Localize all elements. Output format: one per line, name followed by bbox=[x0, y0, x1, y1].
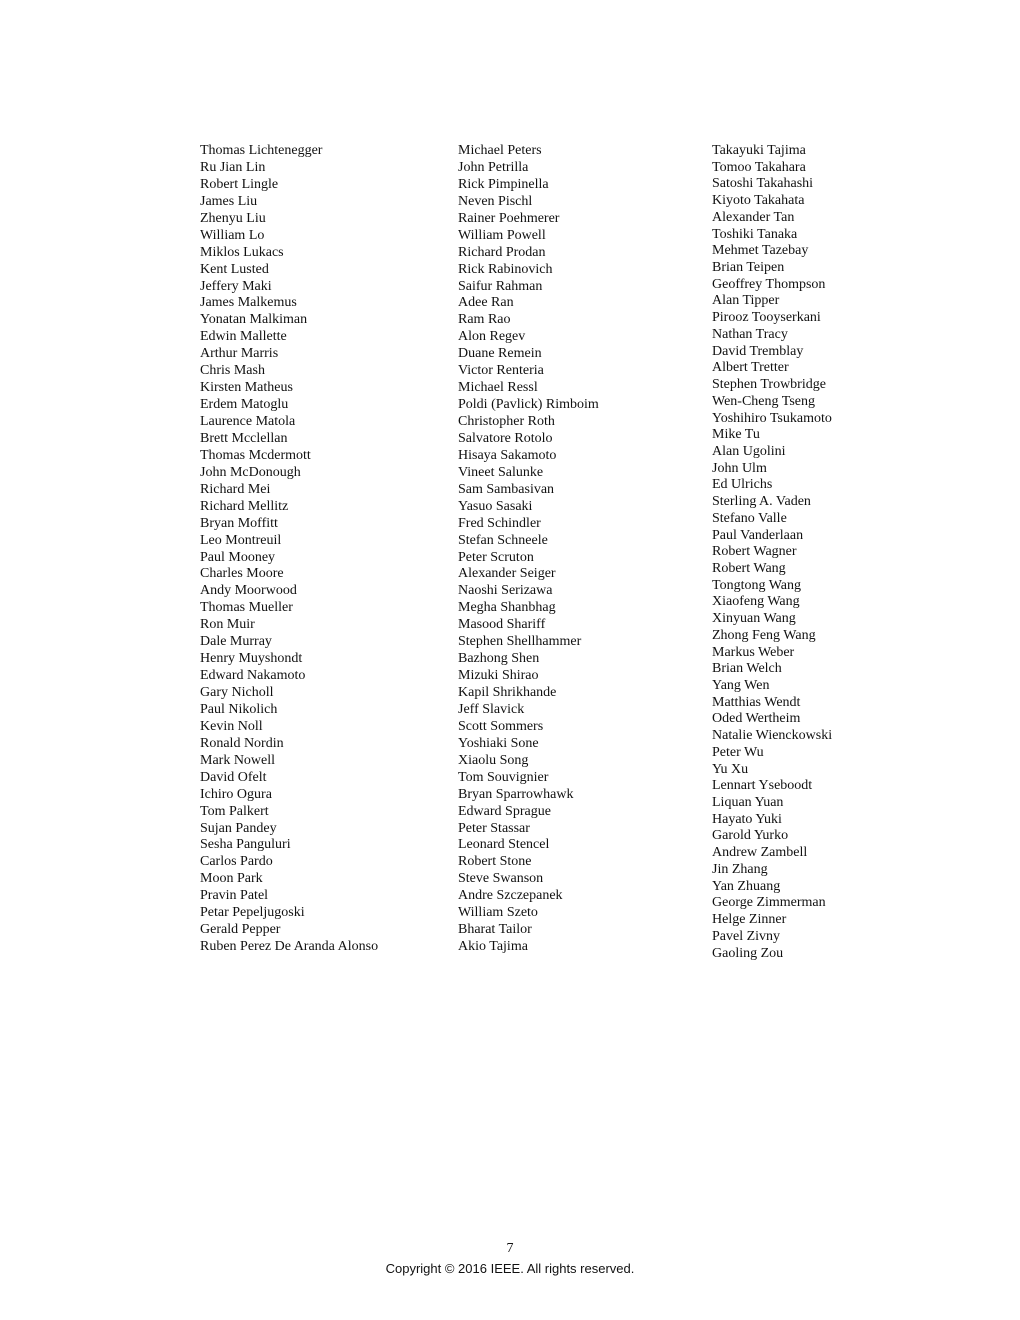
participant-name: Mark Nowell bbox=[200, 752, 276, 768]
participant-name: Ed Ulrichs bbox=[712, 477, 773, 493]
participant-name: Toshiki Tanaka bbox=[712, 226, 798, 242]
participant-name: Andre Szczepanek bbox=[458, 888, 563, 904]
participant-name: John Ulm bbox=[712, 460, 767, 476]
names-column-1 bbox=[200, 143, 378, 956]
participant-name: Alon Regev bbox=[458, 329, 526, 345]
participant-name: Lennart Yseboodt bbox=[712, 778, 813, 794]
participant-name: Scott Sommers bbox=[458, 718, 544, 734]
participant-name: George Zimmerman bbox=[712, 895, 826, 911]
participant-name: Saifur Rahman bbox=[458, 278, 543, 294]
participant-name: Bryan Moffitt bbox=[200, 515, 278, 531]
participant-name: Brian Teipen bbox=[712, 260, 785, 276]
participant-name: Fred Schindler bbox=[458, 515, 541, 531]
participant-name: Satoshi Takahashi bbox=[712, 176, 814, 192]
participant-name: Paul Mooney bbox=[200, 549, 276, 565]
participant-name: Sesha Panguluri bbox=[200, 837, 291, 853]
participant-name: Takayuki Tajima bbox=[712, 143, 806, 158]
participant-name: Masood Shariff bbox=[458, 617, 546, 633]
participant-name: James Liu bbox=[200, 193, 258, 209]
participant-name: Yoshihiro Tsukamoto bbox=[712, 410, 832, 426]
participant-name: James Malkemus bbox=[200, 295, 297, 311]
participant-name: Carlos Pardo bbox=[200, 854, 273, 870]
participant-name: Edward Nakamoto bbox=[200, 668, 306, 684]
participant-name: Bryan Sparrowhawk bbox=[458, 786, 574, 802]
participant-name: Ron Muir bbox=[200, 617, 255, 633]
participant-name: Stephen Trowbridge bbox=[712, 377, 826, 393]
participant-name: Paul Vanderlaan bbox=[712, 527, 804, 543]
participant-name: Oded Wertheim bbox=[712, 711, 801, 727]
participant-name: Yu Xu bbox=[712, 761, 749, 777]
participant-name: Pravin Patel bbox=[200, 888, 269, 904]
participant-name: Erdem Matoglu bbox=[200, 397, 289, 413]
participant-name: Peter Scruton bbox=[458, 549, 534, 565]
participant-name: Tom Souvignier bbox=[458, 769, 549, 785]
participant-name: Neven Pischl bbox=[458, 193, 533, 209]
participant-name: Chris Mash bbox=[200, 363, 265, 379]
participant-name: Wen-Cheng Tseng bbox=[712, 393, 816, 409]
participant-name: Geoffrey Thompson bbox=[712, 276, 826, 292]
participant-name: Michael Peters bbox=[458, 143, 542, 158]
page-number: 7 bbox=[506, 1241, 514, 1256]
participant-name: Leonard Stencel bbox=[458, 837, 550, 853]
participant-name: Kapil Shrikhande bbox=[458, 685, 557, 700]
participant-name: Christopher Roth bbox=[458, 414, 555, 429]
participant-name: Liquan Yuan bbox=[712, 795, 784, 811]
participant-name: Ruben Perez De Aranda Alonso bbox=[200, 939, 379, 955]
participant-name: Kevin Noll bbox=[200, 718, 263, 734]
participant-name: Richard Mei bbox=[200, 481, 271, 497]
participant-name: Jin Zhang bbox=[712, 861, 768, 877]
participant-name: Tom Palkert bbox=[200, 803, 269, 819]
participant-name: Garold Yurko bbox=[712, 828, 789, 844]
participant-name: Sterling A. Vaden bbox=[712, 494, 811, 510]
participant-name: Kent Lusted bbox=[200, 261, 269, 277]
participant-name: Peter Stassar bbox=[458, 820, 530, 836]
participant-name: Arthur Marris bbox=[200, 346, 279, 362]
participant-name: Jeffery Maki bbox=[200, 278, 272, 294]
participant-name: Petar Pepeljugoski bbox=[200, 905, 305, 921]
participant-name: John McDonough bbox=[200, 464, 301, 480]
participant-name: William Lo bbox=[200, 227, 265, 243]
participant-name: Stefan Schneele bbox=[458, 532, 548, 548]
participant-name: Helge Zinner bbox=[712, 912, 787, 928]
participant-name: Hisaya Sakamoto bbox=[458, 447, 557, 463]
participant-name: Markus Weber bbox=[712, 644, 795, 660]
participant-name: Michael Ressl bbox=[458, 380, 538, 396]
participant-name: Alan Tipper bbox=[712, 293, 780, 309]
participant-name: Tomoo Takahara bbox=[712, 159, 806, 175]
participant-name: Matthias Wendt bbox=[712, 694, 801, 710]
names-column-3 bbox=[712, 143, 832, 962]
participant-name: Brett Mcclellan bbox=[200, 430, 288, 446]
participant-name: Thomas Mcdermott bbox=[200, 447, 311, 463]
participant-name: Yonatan Malkiman bbox=[200, 312, 308, 328]
participant-name: Gaoling Zou bbox=[712, 945, 784, 961]
participant-name: Jeff Slavick bbox=[458, 701, 525, 717]
participant-name: Steve Swanson bbox=[458, 871, 544, 887]
participant-name: Victor Renteria bbox=[458, 363, 544, 379]
participant-name: Stephen Shellhammer bbox=[458, 634, 582, 650]
participant-name: Ichiro Ogura bbox=[200, 786, 272, 802]
participant-name: Peter Wu bbox=[712, 744, 764, 760]
participant-name: Thomas Lichtenegger bbox=[200, 143, 323, 158]
participant-name: Charles Moore bbox=[200, 566, 284, 582]
participant-name: Laurence Matola bbox=[200, 414, 296, 429]
participant-name: Pirooz Tooyserkani bbox=[712, 310, 821, 326]
participant-name: Kirsten Matheus bbox=[200, 380, 293, 396]
participant-name: Sujan Pandey bbox=[200, 820, 277, 836]
participant-name: Xinyuan Wang bbox=[712, 611, 796, 627]
copyright-notice: Copyright © 2016 IEEE. All rights reserved. bbox=[385, 1261, 635, 1276]
participant-name: Alan Ugolini bbox=[712, 443, 786, 459]
participant-name: Mehmet Tazebay bbox=[712, 243, 809, 259]
participant-name: Zhenyu Liu bbox=[200, 210, 266, 226]
participant-name: Mizuki Shirao bbox=[458, 668, 539, 684]
participant-name: Natalie Wienckowski bbox=[712, 728, 833, 744]
participant-name: Bharat Tailor bbox=[458, 922, 532, 938]
participant-name: Alexander Seiger bbox=[458, 566, 556, 582]
participant-name: Ru Jian Lin bbox=[200, 159, 266, 175]
participant-name: Salvatore Rotolo bbox=[458, 430, 553, 446]
participant-name: Leo Montreuil bbox=[200, 532, 282, 548]
participant-name: Rick Rabinovich bbox=[458, 261, 553, 277]
participant-name: Paul Nikolich bbox=[200, 701, 278, 717]
participant-name: Robert Lingle bbox=[200, 176, 279, 192]
participant-name: Hayato Yuki bbox=[712, 811, 782, 827]
participant-name: Yan Zhuang bbox=[712, 878, 781, 894]
participant-name: John Petrilla bbox=[458, 159, 529, 175]
participant-name: Akio Tajima bbox=[458, 939, 528, 955]
participant-name: Miklos Lukacs bbox=[200, 244, 284, 260]
participant-name: Robert Stone bbox=[458, 854, 532, 870]
participant-name: Andrew Zambell bbox=[712, 845, 808, 861]
participant-name: Mike Tu bbox=[712, 427, 760, 443]
participant-name: Henry Muyshondt bbox=[200, 651, 303, 667]
participant-name: Rick Pimpinella bbox=[458, 176, 549, 192]
participant-name: Moon Park bbox=[200, 871, 263, 887]
participant-name: Naoshi Serizawa bbox=[458, 583, 553, 599]
participant-name: Pavel Zivny bbox=[712, 928, 781, 944]
participant-name: Vineet Salunke bbox=[458, 464, 544, 480]
participant-name: Yasuo Sasaki bbox=[458, 498, 533, 514]
participant-name: Brian Welch bbox=[712, 661, 782, 677]
participant-name: David Ofelt bbox=[200, 769, 267, 785]
participant-name: Edwin Mallette bbox=[200, 329, 287, 345]
participant-name: Thomas Mueller bbox=[200, 600, 293, 616]
participant-name: Zhong Feng Wang bbox=[712, 627, 816, 643]
participant-name: Richard Prodan bbox=[458, 244, 546, 260]
participant-name: Alexander Tan bbox=[712, 209, 795, 225]
participant-name: Kiyoto Takahata bbox=[712, 193, 805, 209]
participant-name: Rainer Poehmerer bbox=[458, 210, 560, 226]
participant-name: Nathan Tracy bbox=[712, 326, 788, 342]
participant-name: Edward Sprague bbox=[458, 803, 551, 819]
participant-name: Xiaofeng Wang bbox=[712, 594, 800, 610]
participant-name: Poldi (Pavlick) Rimboim bbox=[458, 397, 599, 413]
participant-name: Richard Mellitz bbox=[200, 498, 289, 514]
participant-name: Robert Wagner bbox=[712, 544, 797, 560]
participant-name: Bazhong Shen bbox=[458, 651, 540, 667]
participant-name: David Tremblay bbox=[712, 343, 804, 359]
participant-name: Ronald Nordin bbox=[200, 735, 284, 751]
participant-name: Yang Wen bbox=[712, 678, 770, 693]
names-column-2 bbox=[458, 143, 599, 956]
participant-name: William Powell bbox=[458, 227, 546, 243]
participant-name: Albert Tretter bbox=[712, 360, 789, 376]
participant-name: Gary Nicholl bbox=[200, 685, 274, 700]
participant-name: Ram Rao bbox=[458, 312, 511, 328]
participant-name: Duane Remein bbox=[458, 346, 542, 362]
participant-name: Andy Moorwood bbox=[200, 583, 297, 599]
participant-name: Megha Shanbhag bbox=[458, 600, 556, 616]
participant-name: Yoshiaki Sone bbox=[458, 735, 539, 751]
participant-name: Robert Wang bbox=[712, 560, 786, 576]
participant-name: Sam Sambasivan bbox=[458, 481, 555, 497]
participant-name: Dale Murray bbox=[200, 634, 272, 650]
participant-name: Tongtong Wang bbox=[712, 577, 802, 593]
participant-name: Stefano Valle bbox=[712, 510, 787, 526]
participant-name: Gerald Pepper bbox=[200, 922, 281, 938]
participant-name: Xiaolu Song bbox=[458, 752, 529, 768]
participant-name: Adee Ran bbox=[458, 295, 514, 311]
participant-name: William Szeto bbox=[458, 905, 538, 921]
